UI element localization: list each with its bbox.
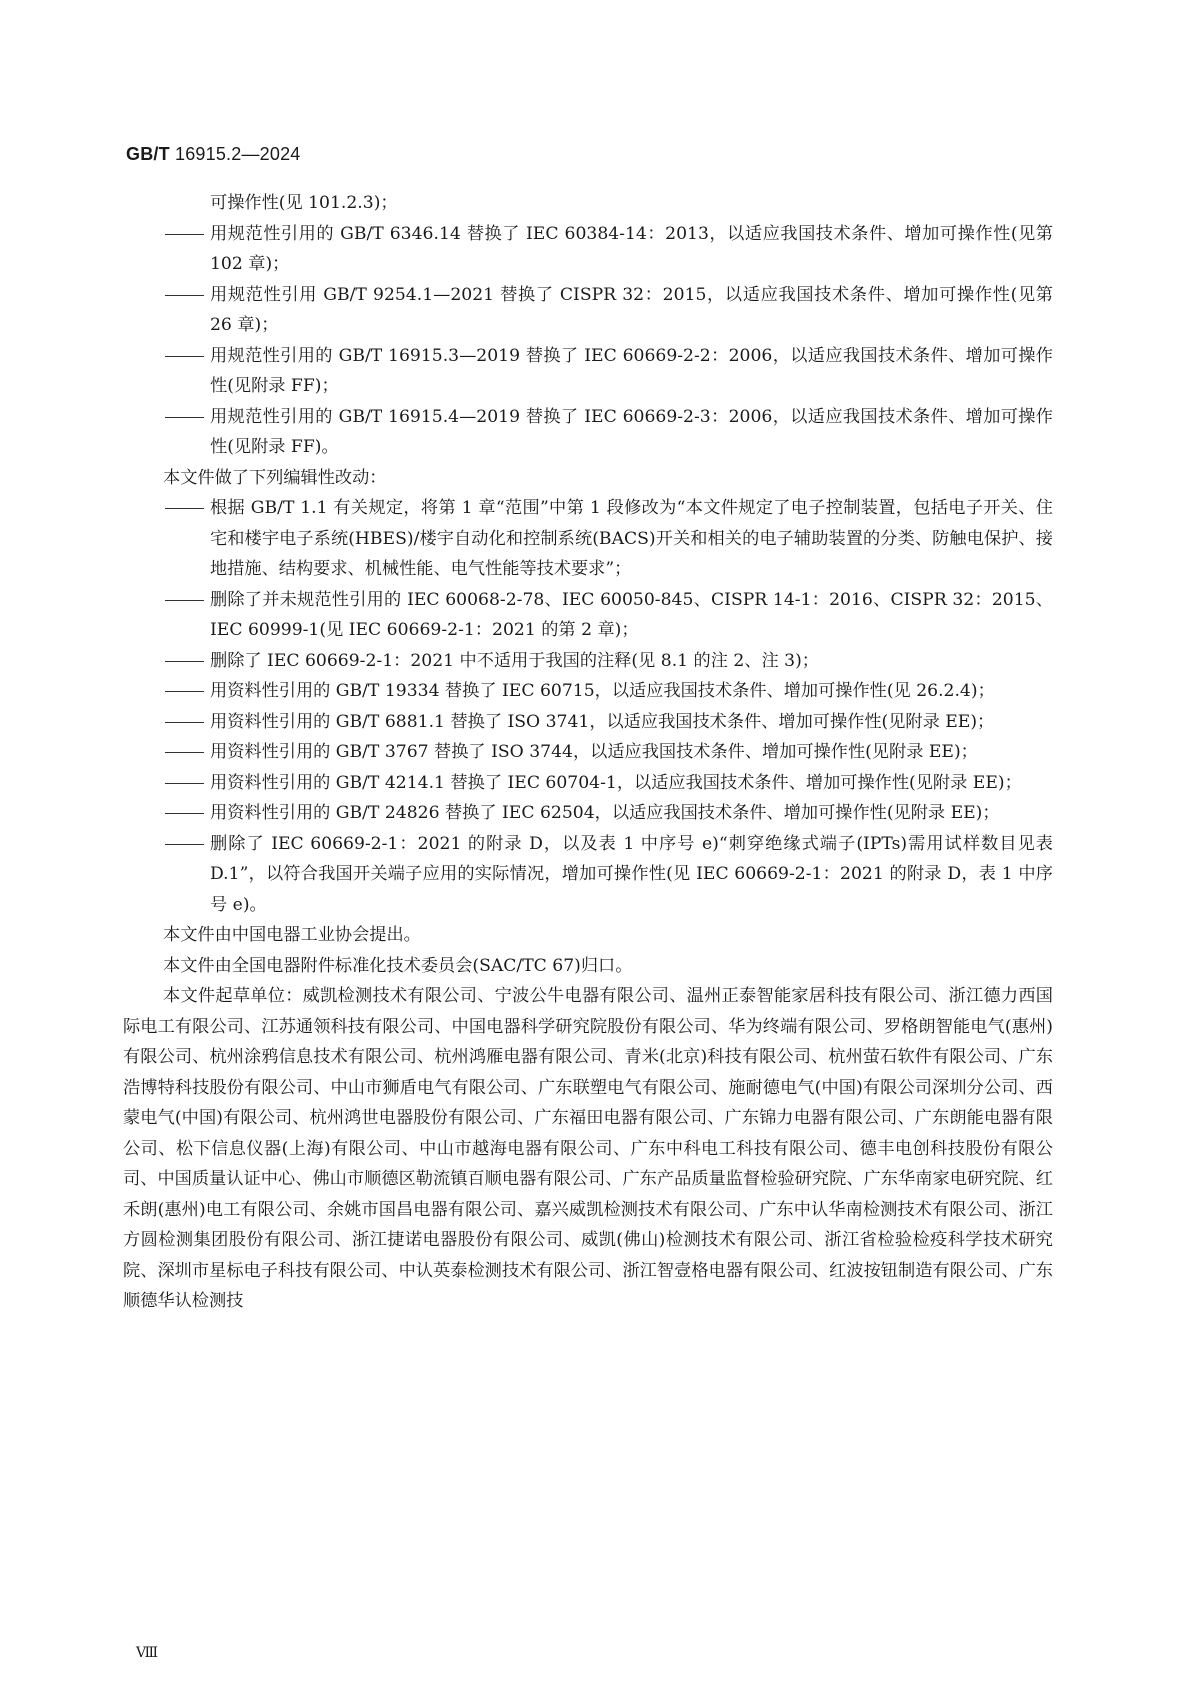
normative-changes-list <box>163 219 1053 463</box>
list-item: 用规范性引用的 GB/T 16915.3—2019 替换了 IEC 60669-2-2：2006，以适应我国技术条件、增加可操作性(见附录 FF)； <box>210 345 1053 396</box>
list-item: 删除了 IEC 60669-2-1：2021 中不适用于我国的注释(见 8.1 的注 2、注 3)； <box>210 650 819 671</box>
proposed-by-paragraph: 本文件由中国电器工业协会提出。 <box>163 925 421 945</box>
standard-code: GB/T <box>126 144 170 164</box>
list-item: 用规范性引用的 GB/T 16915.4—2019 替换了 IEC 60669-2-3：2006，以适应我国技术条件、增加可操作性(见附录 FF)。 <box>210 406 1053 457</box>
list-item: 删除了 IEC 60669-2-1：2021 的附录 D，以及表 1 中序号 e)“刺穿绝缘式端子(IPTs)需用试样数目见表 D.1”，以符合我国开关端子应用的实际情况，增加可操作性(见 IEC 60669-2-1：2021 的附录 D，表 1 中序号 e)。 <box>210 833 1053 915</box>
list-item: 用规范性引用的 GB/T 6346.14 替换了 IEC 60384-14：2013，以适应我国技术条件、增加可操作性(见第 102 章)； <box>210 223 1053 274</box>
list-item: 删除了并未规范性引用的 IEC 60068-2-78、IEC 60050-845、CISPR 14-1：2016、CISPR 32：2015、IEC 60999-1(见 IEC 60669-2-1：2021 的第 2 章)； <box>210 589 1053 640</box>
standard-number: 16915.2—2024 <box>175 144 301 164</box>
list-item: 用资料性引用的 GB/T 24826 替换了 IEC 62504，以适应我国技术条件、增加可操作性(见附录 EE)； <box>210 803 1000 823</box>
page-number: Ⅷ <box>136 1645 158 1661</box>
list-item: 用规范性引用 GB/T 9254.1—2021 替换了 CISPR 32：2015，以适应我国技术条件、增加可操作性(见第 26 章)； <box>210 284 1053 335</box>
list-item: 用资料性引用的 GB/T 3767 替换了 ISO 3744，以适应我国技术条件、增加可操作性(见附录 EE)； <box>210 742 978 762</box>
editorial-intro: 本文件做了下列编辑性改动： <box>163 467 387 488</box>
list-item: 根据 GB/T 1.1 有关规定，将第 1 章“范围”中第 1 段修改为“本文件规定了电子控制装置，包括电子开关、住宅和楼宇电子系统(HBES)/楼宇自动化和控制系统(BACS)开关和相关的电子辅助装置的分类、防触电保护、接地措施、结构要求、机械性能、电气性能等技术要求”； <box>210 498 1053 579</box>
continuation-line: 可操作性(见 101.2.3)； <box>210 193 398 213</box>
editorial-changes-list <box>163 493 1053 920</box>
managed-by-paragraph: 本文件由全国电器附件标准化技术委员会(SAC/TC 67)归口。 <box>163 955 633 976</box>
page-content <box>123 188 1053 1317</box>
list-item: 用资料性引用的 GB/T 19334 替换了 IEC 60715，以适应我国技术条件、增加可操作性(见 26.2.4)； <box>210 681 995 701</box>
drafting-units-paragraph: 本文件起草单位：威凯检测技术有限公司、宁波公牛电器有限公司、温州正泰智能家居科技有限公司、浙江德力西国际电工有限公司、江苏通领科技有限公司、中国电器科学研究院股份有限公司、华为终端有限公司、罗格朗智能电气(惠州)有限公司、杭州涂鸦信息技术有限公司、杭州鸿雁电器有限公司、青米(北京)科技有限公司、杭州萤石软件有限公司、广东浩博特科技股份有限公司、中山市狮盾电气有限公司、广东联塑电气有限公司、施耐德电气(中国)有限公司深圳分公司、西蒙电气(中国)有限公司、杭州鸿世电器股份有限公司、广东福田电器有限公司、广东锦力电器有限公司、广东朗能电器有限公司、松下信息仪器(上海)有限公司、中山市越海电器有限公司、广东中科电工科技有限公司、德丰电创科技股份有限公司、中国质量认证中心、佛山市顺德区勒流镇百顺电器有限公司、广东产品质量监督检验研究院、广东华南家电研究院、红禾朗(惠州)电工有限公司、余姚市国昌电器有限公司、嘉兴威凯检测技术有限公司、广东中认华南检测技术有限公司、浙江方圆检测集团股份有限公司、浙江捷诺电器股份有限公司、威凯(佛山)检测技术有限公司、浙江省检验检疫科学技术研究院、深圳市星标电子科技有限公司、中认英泰检测技术有限公司、浙江智壹格电器有限公司、红波按钮制造有限公司、广东顺德华认检测技 <box>123 986 1053 1311</box>
list-item: 用资料性引用的 GB/T 6881.1 替换了 ISO 3741，以适应我国技术条件、增加可操作性(见附录 EE)； <box>210 711 995 732</box>
document-header <box>126 144 301 165</box>
list-item: 用资料性引用的 GB/T 4214.1 替换了 IEC 60704-1，以适应我国技术条件、增加可操作性(见附录 EE)； <box>210 772 1022 793</box>
